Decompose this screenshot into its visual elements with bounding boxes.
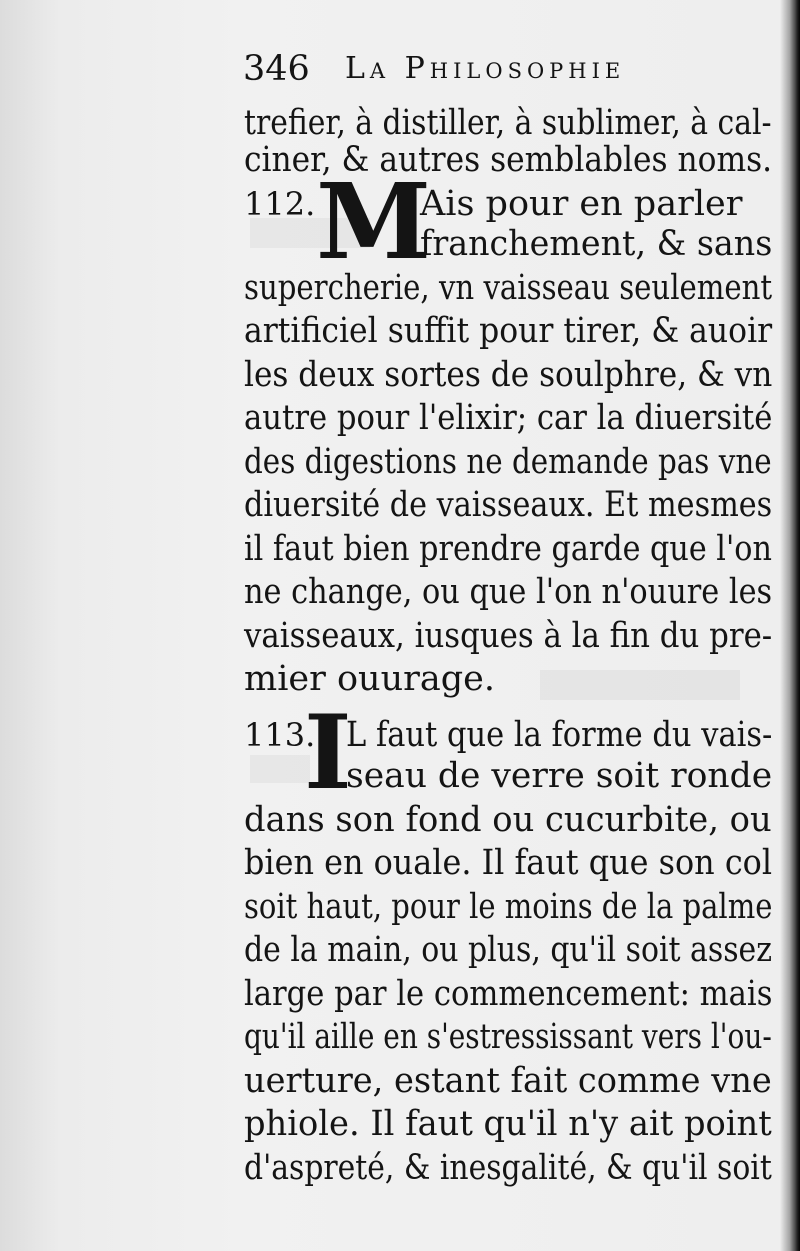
text-line: trefier, à distiller, à sublimer, à cal- <box>244 103 772 143</box>
page-edge-shadow <box>790 0 800 1251</box>
text-line: dans son fond ou cucurbite, ou <box>244 800 772 840</box>
text-line: de la main, ou plus, qu'il soit assez <box>244 930 773 970</box>
text-line: des digestions ne demande pas vne <box>244 442 772 482</box>
text-line: franchement, & sans <box>420 224 773 264</box>
text-line: phiole. Il faut qu'il n'y ait point <box>244 1104 772 1144</box>
text-line: seau de verre soit ronde <box>346 756 773 796</box>
text-line: d'aspreté, & inesgalité, & qu'il soit <box>244 1148 772 1188</box>
paragraph-number: 112. <box>244 185 316 223</box>
text-line: supercherie, vn vaisseau seulement <box>244 268 773 308</box>
bleed-through-marks <box>540 670 740 700</box>
text-line: bien en ouale. Il faut que son col <box>244 843 773 883</box>
page-number: 346 <box>243 49 310 89</box>
drop-cap-letter: M <box>316 160 432 283</box>
text-line: il faut bien prendre garde que l'on <box>244 529 772 569</box>
running-title: La Philosophie <box>345 51 626 86</box>
text-line: L faut que la forme du vais- <box>346 715 773 755</box>
text-line: qu'il aille en s'estressissant vers l'ou- <box>244 1017 772 1057</box>
page-header <box>243 44 763 98</box>
text-line: ciner, & autres semblables noms. <box>244 140 773 180</box>
text-line: large par le commencement: mais <box>244 974 773 1014</box>
bleed-through-marks <box>250 755 310 783</box>
text-line: vaisseaux, iusques à la fin du pre- <box>244 616 773 656</box>
paragraph-number: 113. <box>244 716 316 754</box>
drop-cap-letter: I <box>304 693 352 813</box>
text-line: ne change, ou que l'on n'ouure les <box>244 572 773 612</box>
text-line: autre pour l'elixir; car la diuersité <box>244 398 773 438</box>
text-line: mier ouurage. <box>244 659 495 699</box>
text-line: diuersité de vaisseaux. Et mesmes <box>244 485 773 525</box>
text-line: les deux sortes de soulphre, & vn <box>244 355 773 395</box>
text-line: artificiel suffit pour tirer, & auoir <box>244 311 773 351</box>
text-line: Ais pour en parler <box>420 184 743 224</box>
text-line: uerture, estant fait comme vne <box>244 1061 772 1101</box>
text-line: soit haut, pour le moins de la palme <box>244 887 773 927</box>
